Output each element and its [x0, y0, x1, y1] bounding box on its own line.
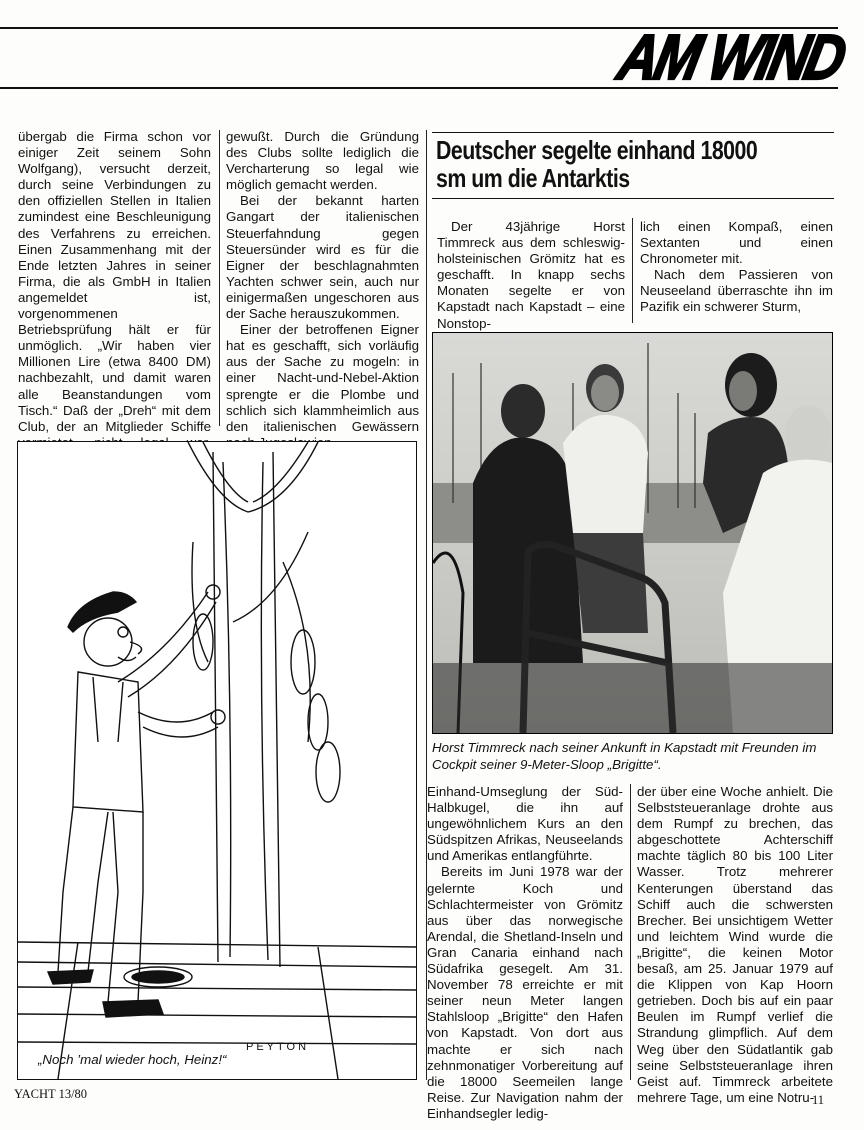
left-article-column-1	[18, 129, 211, 467]
left-article-column-2	[226, 129, 419, 451]
article-headline: Deutscher segelte einhand 18000 sm um die Antarktis	[436, 135, 758, 193]
section-title	[432, 22, 850, 94]
cartoon-drawing	[18, 442, 416, 1079]
right-body-column-1	[427, 784, 623, 1122]
cartoon	[17, 441, 417, 1080]
right-intro-column-2	[640, 219, 833, 316]
paragraph: Der 43jährige Horst Timmreck aus dem schleswig-holsteinischen Grömitz hat es geschafft. In knapp sechs Monaten segelte er von Kapstadt nach Kapstadt – eine Nonstop-	[437, 219, 625, 331]
paragraph: Bereits im Juni 1978 war der gelernte Koch und Schlachtermeister von Grömitz aus über das norwegische Arendal, die Shetland-Inseln und Gran Canaria einhand nach Südafrika gesegelt. Am 31. November 78 erreichte er mit seiner neun Meter langen Stahlsloop „Brigitte“ den Hafen von Kapstadt. Von dort aus machte er sich nach zehnmonatiger Vorbereitung auf die 18000 Seemeilen lange Reise. Zur Navigation nahm der Einhandsegler ledig-	[427, 864, 623, 1121]
headline-top-rule	[432, 132, 834, 133]
page-number: 11	[812, 1093, 825, 1107]
paragraph: gewußt. Durch die Gründung des Clubs sollte lediglich die Vercharterung so legal wie möglich gemacht werden.	[226, 129, 419, 193]
column-divider	[630, 784, 631, 1080]
paragraph: übergab die Firma schon vor einiger Zeit seinem Sohn Wolfgang), versucht derzeit, durch seine Verbindungen zu den offiziellen Stellen in Italien zumindest eine Beschleunigung des Verfahrens zu erreichen. Einen Zusammenhang mit der Ende letzten Jahres in seiner Firma, die als GmbH in Italien angemeldet ist, vorgenommenen Betriebsprüfung hält er für unmöglich. „Wir haben vier Millionen Lire (etwa 8400 DM) nachbezahlt, und damit waren alle Beanstandungen vom Tisch.“ Daß der „Dreh“ mit dem Club, der an Mitglieder Schiffe	[18, 129, 211, 434]
paragraph: lich einen Kompaß, einen Sextanten und einen Chronometer mit.	[640, 219, 833, 267]
paragraph: Bei der bekannt harten Gangart der italienischen Steuerfahndung gegen Steuersünder wird es für die Eigner der beschlagnahmten Yachten schwer sein, auch nur einigermaßen ungeschoren aus der Sache herauszukommen.	[226, 193, 419, 322]
column-divider	[219, 130, 220, 426]
cartoon-caption: „Noch ’mal wieder hoch, Heinz!“	[38, 1052, 227, 1067]
photo-illustration	[433, 333, 832, 733]
paragraph: der über eine Woche anhielt. Die Selbststeueranlage drohte aus dem Rumpf zu brechen, das abgeschottete Achterschiff machte täglich 80 bis 100 Liter Wasser. Trotz mehrerer Kenterungen überstand das Schiff auch die schwersten Brecher. Bei unsichtigem Wetter und leichtem Wind wurde die „Brigitte“, die keinen Motor besaß, am 25. Januar 1979 auf die Klippen von Kap Hoorn getrieben. Doch bis auf ein paar Beulen im Rumpf verlief die Strandung glimpflich. Auf dem Weg über den Südatlantik gab seine Selbststeueranlage ihren Geist auf. Timmreck arbeitete mehrere Tage, um eine Notru-	[637, 784, 833, 1105]
headline-bottom-rule	[432, 198, 834, 199]
cartoon-signature: PEYTON	[246, 1041, 310, 1053]
right-intro-column-1	[437, 219, 625, 332]
right-body-column-2	[637, 784, 833, 1106]
paragraph: Einhand-Umseglung der Süd-Halbkugel, die ihn auf ungewöhnlichem Kurs an den Südspitzen Afrikas, Neuseelands und Amerikas entlangführte.	[427, 784, 623, 864]
section-title-text: AM WIND	[612, 22, 850, 94]
photo-timmreck-cockpit	[432, 332, 833, 734]
column-divider	[632, 218, 633, 323]
photo-caption: Horst Timmreck nach seiner Ankunft in Kapstadt mit Freunden im Cockpit seiner 9-Meter-Sloop „Brigitte“.	[432, 740, 817, 772]
magazine-issue: YACHT 13/80	[14, 1087, 88, 1101]
paragraph: Nach dem Passieren von Neuseeland überraschte ihn im Pazifik ein schwerer Sturm,	[640, 267, 833, 315]
paragraph: Einer der betroffenen Eigner hat es geschafft, sich vorläufig aus der Sache zu mogeln: in einer Nacht-und-Nebel-Aktion sprengte er die Plombe und schlich sich klammheimlich aus den italienischen Gewässern	[226, 322, 419, 434]
